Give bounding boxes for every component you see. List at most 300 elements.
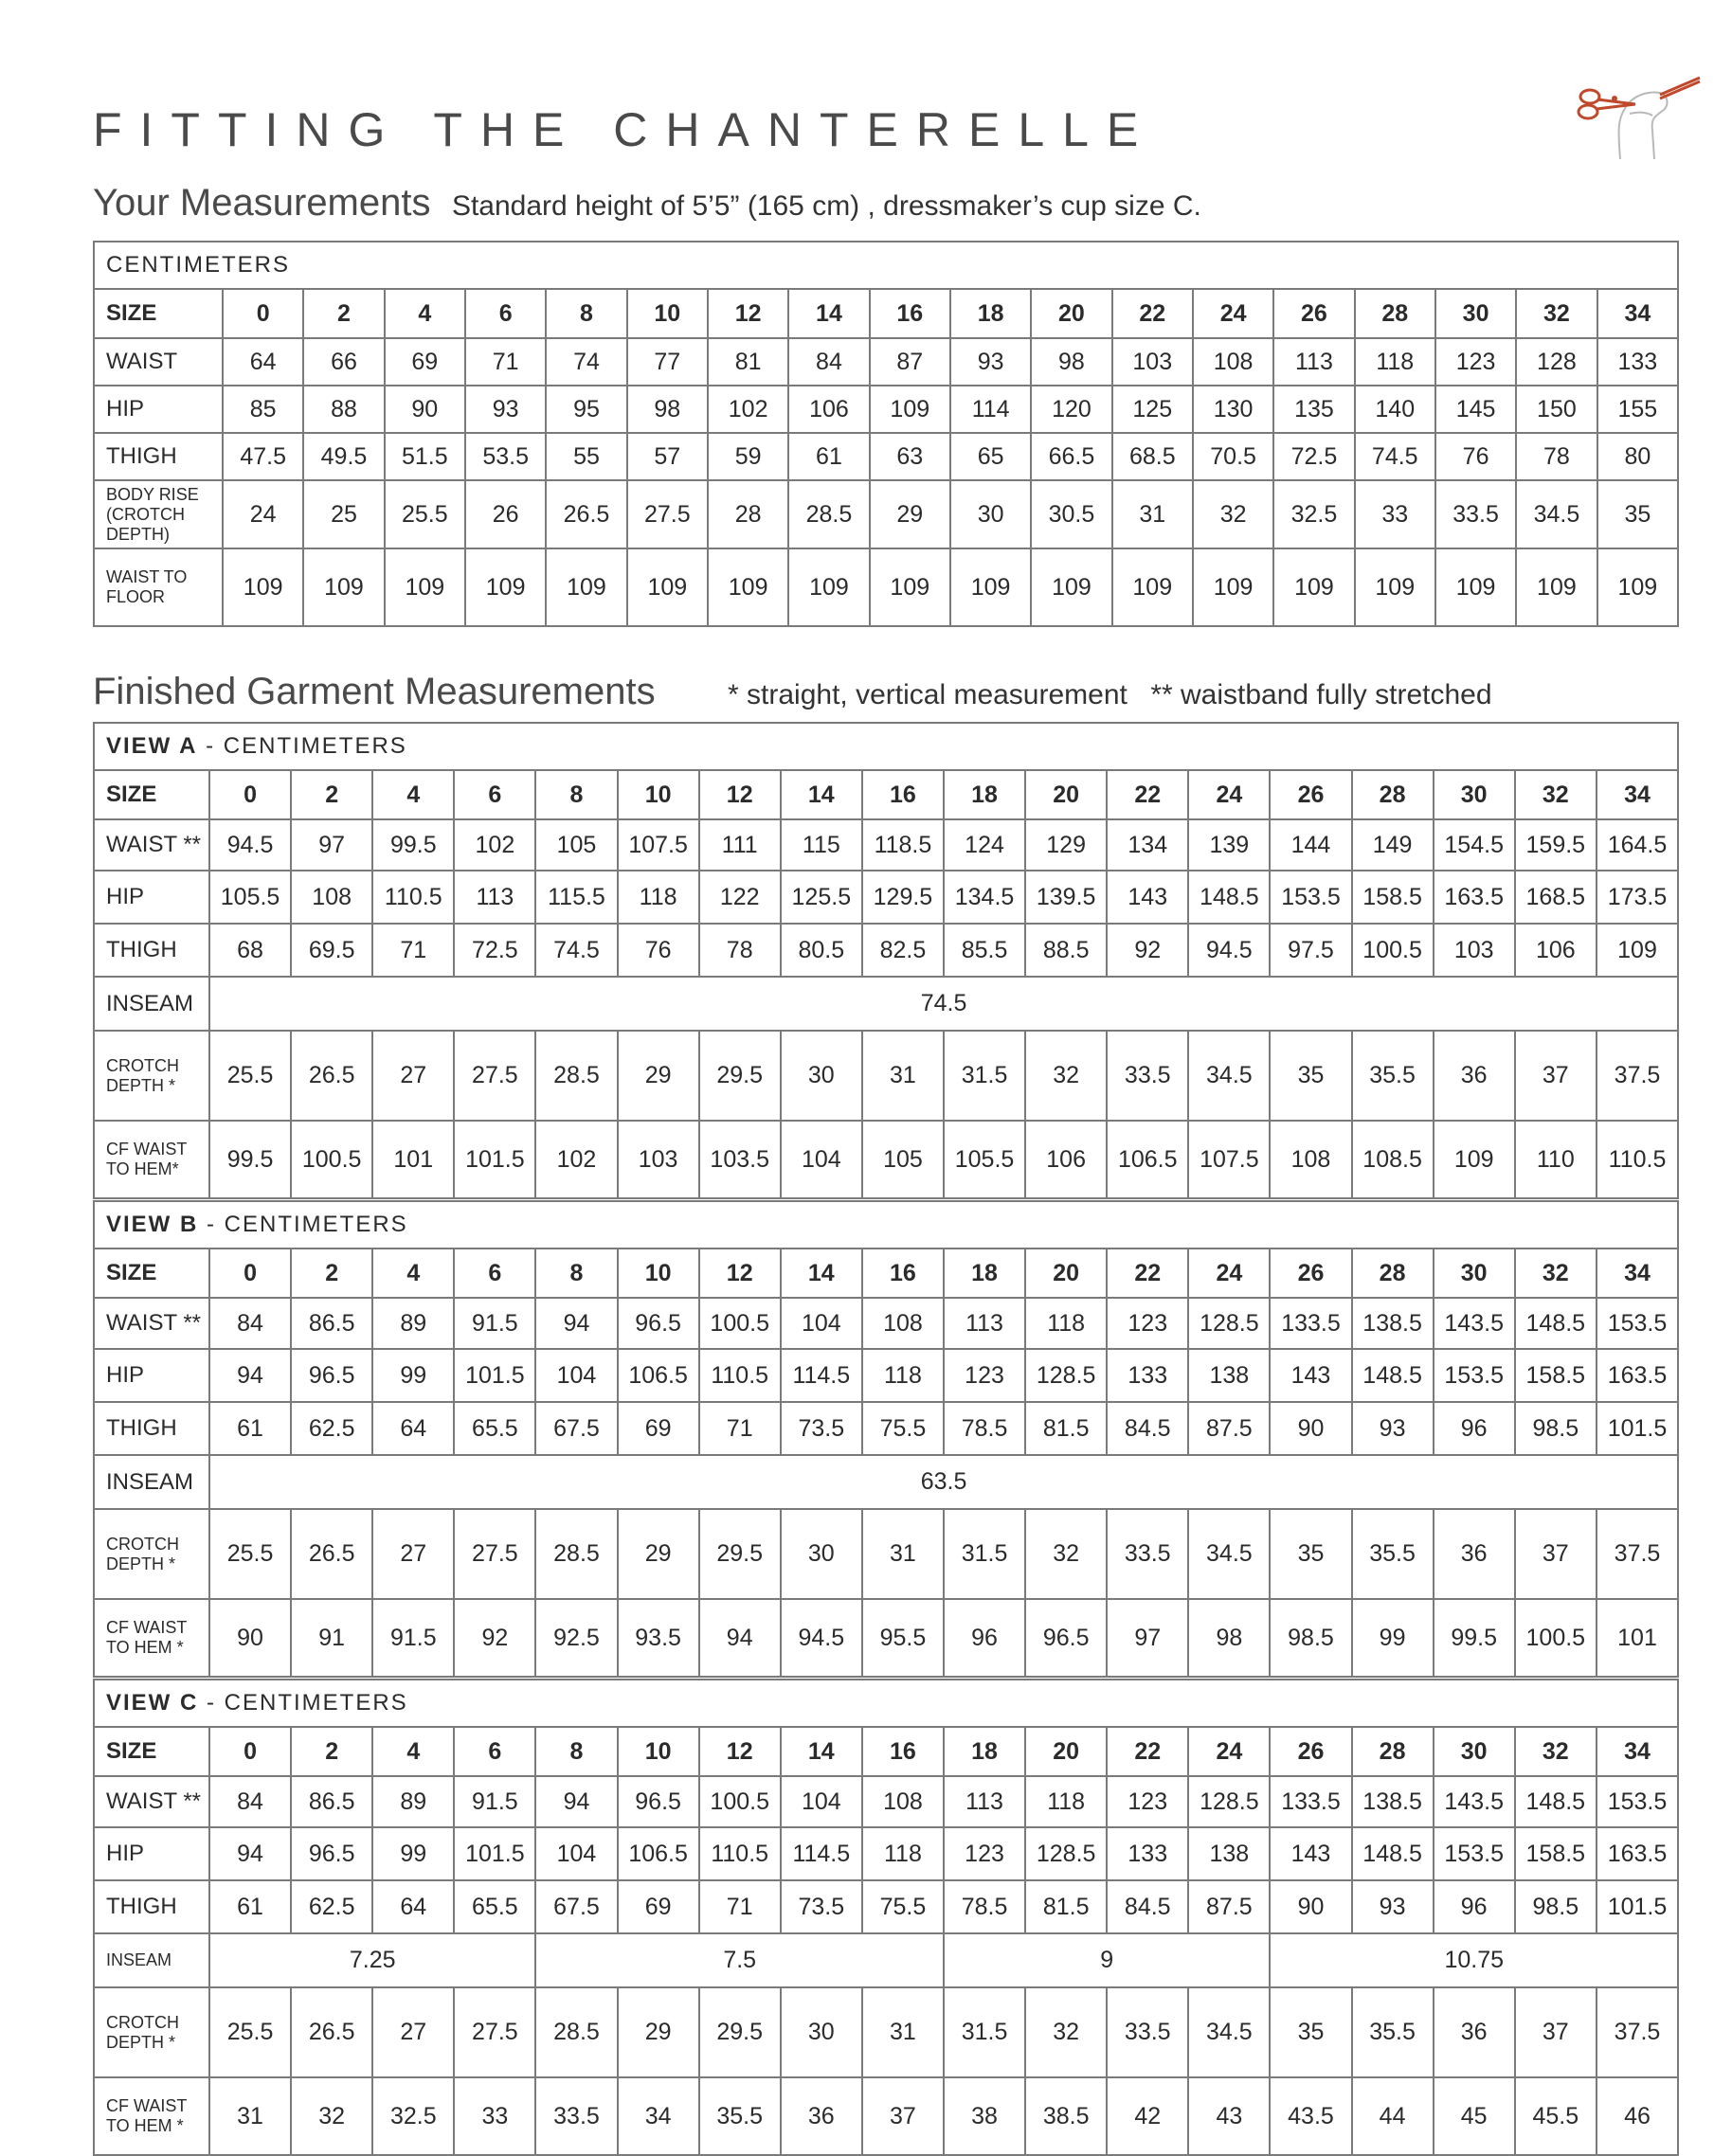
table-caption [94,1680,1678,1727]
table-cell: 14 [781,1727,862,1776]
table-cell: 101.5 [1597,1402,1678,1455]
table-cell: 102 [535,1121,617,1198]
table-cell: 2 [291,1249,372,1298]
table-cell: 55 [546,433,626,480]
table-cell: 12 [699,770,781,819]
table-cell: 92 [454,1599,535,1677]
table-cell: 93.5 [618,1599,699,1677]
table-cell: 71 [699,1402,781,1455]
table-cell: 145 [1435,386,1516,433]
table-cell: 31 [862,1509,944,1599]
table-cell: 163.5 [1597,1349,1678,1402]
table-cell: 63 [870,433,950,480]
table-cell: 27 [372,1031,454,1121]
table-cell: 35.5 [1352,1031,1434,1121]
table-cell: 14 [781,1249,862,1298]
row-label: WAIST TO FLOOR [94,548,223,626]
table-cell: 109 [1597,548,1679,626]
table-cell: 104 [535,1827,617,1880]
table-cell: 76 [1435,433,1516,480]
table-cell: 85.5 [944,924,1025,977]
row-label: THIGH [94,1880,209,1933]
table-cell: 29 [870,480,950,548]
table-cell: 31 [862,1987,944,2077]
table-cell: 37 [862,2077,944,2155]
table-cell: 109 [1355,548,1435,626]
table-cell: 28 [708,480,788,548]
table-cell: 32 [1025,1509,1107,1599]
table-cell: 108 [862,1776,944,1827]
table-cell: 81.5 [1025,1402,1107,1455]
table-caption [94,1201,1678,1249]
table-row [94,1776,1678,1827]
table-cell: 148.5 [1188,871,1270,924]
table-cell: 84 [209,1298,291,1349]
table-cell: 153.5 [1597,1776,1678,1827]
table-cell: 86.5 [291,1298,372,1349]
row-label: WAIST ** [94,819,209,871]
table-cell: 16 [862,1727,944,1776]
table-cell: 36 [1434,1031,1515,1121]
row-label: HIP [94,1349,209,1402]
table-cell: 113 [454,871,535,924]
table-cell: 96.5 [618,1776,699,1827]
unit-label: - CENTIMETERS [198,1212,408,1237]
table-cell: 74.5 [1355,433,1435,480]
table-cell: 28 [1355,289,1435,338]
table-cell: 134.5 [944,871,1025,924]
table-cell: 77 [627,338,708,386]
table-cell: 128.5 [1188,1298,1270,1349]
inseam-value: 10.75 [1270,1933,1678,1987]
table-cell: 110.5 [699,1827,781,1880]
table-cell: 20 [1025,770,1107,819]
table-cell: 71 [465,338,546,386]
table-cell: 123 [944,1349,1025,1402]
section-title: Finished Garment Measurements [93,671,656,712]
table-cell: 32 [1516,289,1597,338]
table-cell: 6 [465,289,546,338]
table-cell: 109 [788,548,869,626]
table-cell: 163.5 [1597,1827,1678,1880]
table-cell: 51.5 [385,433,465,480]
table-cell: 35.5 [699,2077,781,2155]
row-label: INSEAM [94,1933,209,1987]
table-cell: 98 [1031,338,1111,386]
table-cell: 26.5 [291,1987,372,2077]
table-cell: 44 [1352,2077,1434,2155]
table-cell: 37.5 [1597,1031,1678,1121]
table-caption: CENTIMETERS [94,242,1678,289]
table-cell: 153.5 [1597,1298,1678,1349]
table-cell: 26 [465,480,546,548]
table-cell: 113 [944,1298,1025,1349]
table-cell: 103.5 [699,1121,781,1198]
row-label: CROTCH DEPTH * [94,1031,209,1121]
table-cell: 109 [303,548,384,626]
table-cell: 89 [372,1298,454,1349]
table-cell: 61 [209,1402,291,1455]
table-cell: 115.5 [535,871,617,924]
table-cell: 105 [862,1121,944,1198]
table-cell: 110.5 [699,1349,781,1402]
table-cell: 6 [454,1249,535,1298]
table-cell: 4 [385,289,465,338]
table-cell: 34.5 [1188,1987,1270,2077]
table-cell: 30 [950,480,1031,548]
table-cell: 32.5 [372,2077,454,2155]
table-cell: 65 [950,433,1031,480]
table-cell: 109 [465,548,546,626]
table-cell: 8 [535,770,617,819]
view-name: VIEW B [106,1212,199,1237]
row-label: CF WAIST TO HEM* [94,1121,209,1198]
table-cell: 144 [1270,819,1351,871]
table-cell: 96 [944,1599,1025,1677]
row-label: WAIST [94,338,223,386]
table-cell: 118 [862,1827,944,1880]
table-cell: 46 [1597,2077,1678,2155]
table-cell: 81.5 [1025,1880,1107,1933]
table-row [94,548,1678,626]
table-cell: 26 [1273,289,1354,338]
table-cell: 68.5 [1112,433,1193,480]
table-cell: 24 [1188,1249,1270,1298]
table-cell: 8 [535,1249,617,1298]
table-cell: 28.5 [535,1509,617,1599]
table-cell: 110.5 [372,871,454,924]
table-cell: 94 [209,1349,291,1402]
table-cell: 31.5 [944,1987,1025,2077]
table-cell: 36 [1434,1509,1515,1599]
table-cell: 6 [454,1727,535,1776]
table-cell: 22 [1107,1249,1188,1298]
table-cell: 0 [209,1249,291,1298]
table-cell: 18 [944,1727,1025,1776]
table-cell: 26 [1270,1249,1351,1298]
table-cell: 38.5 [1025,2077,1107,2155]
table-row [94,1249,1678,1298]
table-cell: 69 [618,1402,699,1455]
table-cell: 87.5 [1188,1880,1270,1933]
table-cell: 62.5 [291,1880,372,1933]
table-cell: 97 [291,819,372,871]
table-cell: 35.5 [1352,1987,1434,2077]
table-cell: 94 [209,1827,291,1880]
table-row [94,1933,1678,1987]
table-cell: 69 [618,1880,699,1933]
view-c-table [93,1679,1679,2156]
table-cell: 74.5 [535,924,617,977]
table-cell: 108 [1193,338,1273,386]
table-cell: 34 [1597,770,1678,819]
table-cell: 100.5 [1515,1599,1597,1677]
table-cell: 30 [1434,1727,1515,1776]
table-cell: 101 [372,1121,454,1198]
table-cell: 148.5 [1352,1827,1434,1880]
table-cell: 70.5 [1193,433,1273,480]
table-cell: 99.5 [372,819,454,871]
table-cell: 33 [1355,480,1435,548]
table-cell: 104 [781,1121,862,1198]
table-cell: 30 [781,1509,862,1599]
row-label: CROTCH DEPTH * [94,1987,209,2077]
table-row [94,1880,1678,1933]
table-cell: 102 [708,386,788,433]
table-cell: 34.5 [1188,1509,1270,1599]
table-cell: 73.5 [781,1880,862,1933]
table-cell: 159.5 [1515,819,1597,871]
row-label: HIP [94,386,223,433]
table-cell: 109 [627,548,708,626]
table-cell: 2 [303,289,384,338]
table-cell: 92 [1107,924,1188,977]
table-cell: 24 [1188,770,1270,819]
table-cell: 118 [618,871,699,924]
table-cell: 4 [372,1249,454,1298]
table-cell: 31.5 [944,1031,1025,1121]
table-cell: 91 [291,1599,372,1677]
table-cell: 109 [1516,548,1597,626]
table-cell: 25.5 [209,1987,291,2077]
table-cell: 29.5 [699,1509,781,1599]
table-cell: 103 [1112,338,1193,386]
row-label: CF WAIST TO HEM * [94,1599,209,1677]
table-cell: 22 [1112,289,1193,338]
table-cell: 123 [944,1827,1025,1880]
table-row [94,1727,1678,1776]
table-cell: 34 [1597,1249,1678,1298]
table-cell: 34 [618,2077,699,2155]
table-row [94,1827,1678,1880]
table-cell: 12 [699,1727,781,1776]
table-cell: 67.5 [535,1402,617,1455]
table-cell: 87 [870,338,950,386]
view-a-table [93,722,1679,1199]
table-cell: 94.5 [209,819,291,871]
row-label: INSEAM [94,977,209,1031]
table-cell: 90 [1270,1402,1351,1455]
table-cell: 106 [1025,1121,1107,1198]
table-row [94,819,1678,871]
table-row [94,770,1678,819]
table-cell: 107.5 [618,819,699,871]
table-cell: 37 [1515,1031,1597,1121]
row-label: SIZE [94,1249,209,1298]
table-cell: 25.5 [209,1509,291,1599]
table-cell: 164.5 [1597,819,1678,871]
table-cell: 138 [1188,1827,1270,1880]
table-cell: 32 [1515,1727,1597,1776]
table-cell: 106.5 [1107,1121,1188,1198]
table-cell: 124 [944,819,1025,871]
table-cell: 32 [1515,1249,1597,1298]
table-cell: 108.5 [1352,1121,1434,1198]
table-cell: 89 [372,1776,454,1827]
table-cell: 91.5 [454,1776,535,1827]
table-cell: 128.5 [1025,1827,1107,1880]
table-cell: 84 [788,338,869,386]
table-cell: 26 [1270,1727,1351,1776]
table-cell: 91.5 [372,1599,454,1677]
table-cell: 75.5 [862,1402,944,1455]
unit-label: - CENTIMETERS [197,733,407,759]
table-cell: 43.5 [1270,2077,1351,2155]
row-label: CROTCH DEPTH * [94,1509,209,1599]
table-cell: 30 [1434,770,1515,819]
table-cell: 14 [781,770,862,819]
table-cell: 29 [618,1031,699,1121]
table-cell: 114.5 [781,1349,862,1402]
table-cell: 18 [944,1249,1025,1298]
table-cell: 128.5 [1025,1349,1107,1402]
table-cell: 105.5 [944,1121,1025,1198]
table-cell: 114 [950,386,1031,433]
table-cell: 108 [862,1298,944,1349]
table-cell: 85 [223,386,303,433]
table-cell: 101.5 [1597,1880,1678,1933]
table-cell: 36 [781,2077,862,2155]
table-cell: 30 [1434,1249,1515,1298]
table-cell: 138.5 [1352,1776,1434,1827]
table-cell: 35 [1597,480,1679,548]
table-cell: 30 [1435,289,1516,338]
table-cell: 10 [618,1249,699,1298]
table-cell: 71 [699,1880,781,1933]
table-cell: 10 [618,1727,699,1776]
table-cell: 35 [1270,1031,1351,1121]
table-cell: 12 [708,289,788,338]
table-cell: 8 [546,289,626,338]
table-cell: 18 [950,289,1031,338]
table-cell: 109 [708,548,788,626]
table-cell: 84 [209,1776,291,1827]
table-caption [94,723,1678,770]
table-cell: 99 [372,1349,454,1402]
table-cell: 66.5 [1031,433,1111,480]
table-cell: 31.5 [944,1509,1025,1599]
table-cell: 35 [1270,1987,1351,2077]
table-row [94,924,1678,977]
table-cell: 125 [1112,386,1193,433]
table-cell: 93 [1352,1402,1434,1455]
table-cell: 88 [303,386,384,433]
table-cell: 153.5 [1270,871,1351,924]
table-cell: 84.5 [1107,1402,1188,1455]
note-waistband: ** waistband fully stretched [1150,679,1492,710]
table-cell: 104 [781,1776,862,1827]
table-cell: 101.5 [454,1827,535,1880]
table-cell: 61 [788,433,869,480]
table-cell: 35 [1270,1509,1351,1599]
table-cell: 90 [385,386,465,433]
table-cell: 138.5 [1352,1298,1434,1349]
table-cell: 99.5 [209,1121,291,1198]
table-cell: 28.5 [788,480,869,548]
table-cell: 65.5 [454,1402,535,1455]
table-cell: 26.5 [291,1509,372,1599]
table-cell: 109 [950,548,1031,626]
table-cell: 109 [1597,924,1678,977]
table-cell: 153.5 [1434,1827,1515,1880]
section-subtitle: Standard height of 5’5” (165 cm) , dressmaker’s cup size C. [451,190,1201,222]
table-cell: 86.5 [291,1776,372,1827]
table-cell: 97 [1107,1599,1188,1677]
table-cell: 148.5 [1352,1349,1434,1402]
table-cell: 90 [1270,1880,1351,1933]
table-row [94,480,1678,548]
note-straight: * straight, vertical measurement [728,679,1128,710]
view-b-table [93,1200,1679,1678]
row-label: WAIST ** [94,1776,209,1827]
table-cell: 59 [708,433,788,480]
table-cell: 16 [862,1249,944,1298]
table-cell: 0 [209,1727,291,1776]
table-cell: 118.5 [862,819,944,871]
table-cell: 33 [454,2077,535,2155]
unit-label: - CENTIMETERS [198,1690,408,1716]
table-cell: 103 [1434,924,1515,977]
table-cell: 95 [546,386,626,433]
table-cell: 106.5 [618,1827,699,1880]
table-cell: 14 [788,289,869,338]
inseam-value: 63.5 [209,1455,1678,1509]
table-cell: 22 [1107,770,1188,819]
table-cell: 98 [1188,1599,1270,1677]
table-cell: 27 [372,1987,454,2077]
table-cell: 173.5 [1597,871,1678,924]
table-cell: 100.5 [1352,924,1434,977]
table-cell: 37.5 [1597,1509,1678,1599]
table-cell: 92.5 [535,1599,617,1677]
table-cell: 76 [618,924,699,977]
table-cell: 4 [372,1727,454,1776]
table-cell: 33.5 [1107,1031,1188,1121]
table-cell: 12 [699,1249,781,1298]
row-label: THIGH [94,1402,209,1455]
table-row [94,1121,1678,1198]
table-cell: 148.5 [1515,1776,1597,1827]
table-cell: 123 [1107,1298,1188,1349]
table-cell: 27.5 [454,1987,535,2077]
table-cell: 123 [1107,1776,1188,1827]
table-cell: 98.5 [1270,1599,1351,1677]
table-cell: 16 [870,289,950,338]
row-label: HIP [94,1827,209,1880]
table-cell: 28.5 [535,1031,617,1121]
table-cell: 133 [1597,338,1679,386]
table-cell: 34.5 [1516,480,1597,548]
table-cell: 0 [223,289,303,338]
table-cell: 80.5 [781,924,862,977]
row-label: BODY RISE (CROTCH DEPTH) [94,480,223,548]
table-cell: 105 [535,819,617,871]
table-cell: 78 [1516,433,1597,480]
table-cell: 98 [627,386,708,433]
table-cell: 71 [372,924,454,977]
table-cell: 106 [788,386,869,433]
row-label: CF WAIST TO HEM * [94,2077,209,2155]
table-cell: 108 [1270,1121,1351,1198]
table-row [94,1455,1678,1509]
table-cell: 133.5 [1270,1776,1351,1827]
table-cell: 125.5 [781,871,862,924]
table-cell: 27.5 [454,1509,535,1599]
table-cell: 28 [1352,1727,1434,1776]
row-label: THIGH [94,433,223,480]
row-label: HIP [94,871,209,924]
table-cell: 150 [1516,386,1597,433]
